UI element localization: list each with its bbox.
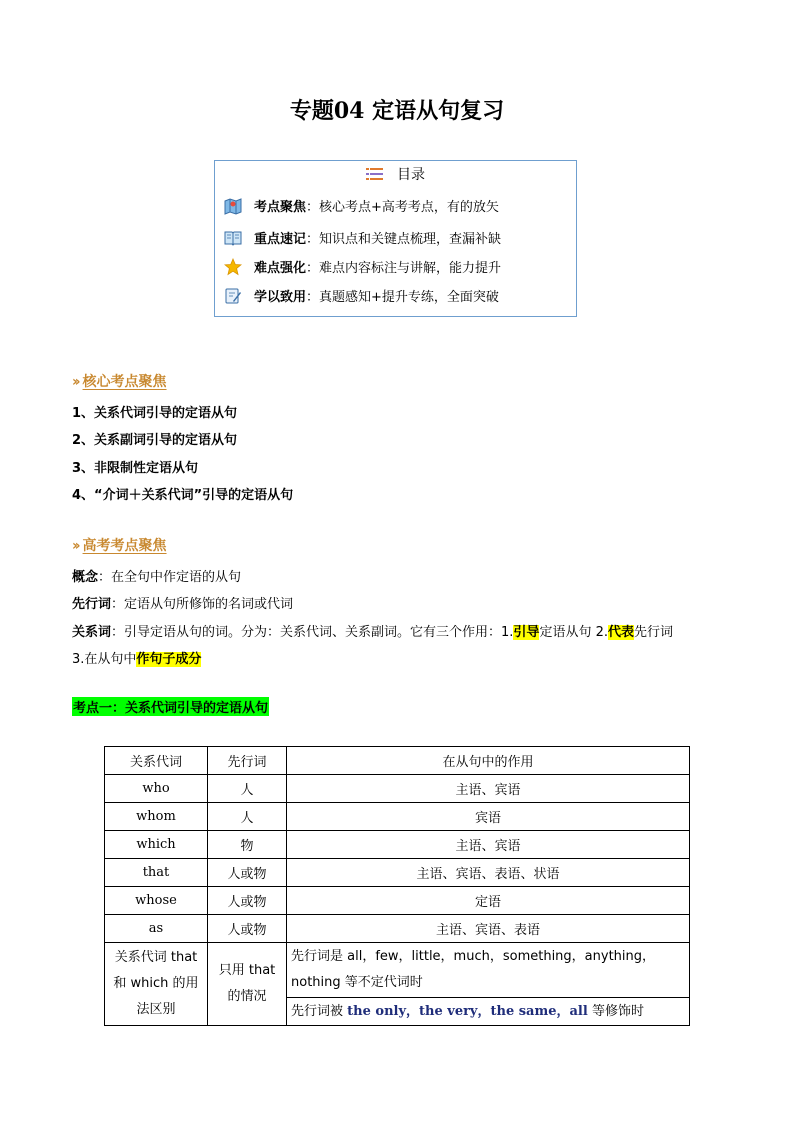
table-row: [105, 859, 690, 887]
table-cell: 只用 that 的情况: [208, 943, 287, 1026]
table-cell: 人: [208, 803, 287, 831]
core-item: 2、关系副词引导的定语从句: [72, 433, 238, 448]
table-cell: 主语、宾语、表语、状语: [287, 859, 690, 887]
highlight-text: 引导: [513, 625, 540, 640]
cell-text: 先行词被: [291, 1003, 348, 1019]
toc-item-label: 学以致用: [254, 290, 307, 305]
relative-text-4: 3.在从句中: [72, 652, 137, 667]
table-cell: whose: [105, 887, 208, 915]
toc-item-difficulty: [224, 257, 501, 276]
table-cell: 主语、宾语: [287, 831, 690, 859]
table-cell: as: [105, 915, 208, 943]
table-row: [105, 887, 690, 915]
toc-item-desc: ：核心考点+高考考点，有的放矢: [306, 200, 499, 215]
toc-box: [214, 160, 577, 317]
table-cell: whom: [105, 803, 208, 831]
table-header-row: [105, 747, 690, 775]
toc-item-label: 考点聚焦: [254, 200, 307, 215]
table-cell: 宾语: [287, 803, 690, 831]
toc-item-desc: ：知识点和关键点梳理，查漏补缺: [306, 232, 502, 247]
table-cell: [287, 998, 690, 1026]
table-cell: 主语、宾语: [287, 775, 690, 803]
edit-note-icon: [224, 287, 242, 305]
table-row-special: [105, 943, 690, 998]
toc-item-label: 难点强化: [254, 261, 307, 276]
table-header: 在从句中的作用: [287, 747, 690, 775]
table-header: 先行词: [208, 747, 287, 775]
table-cell: which: [105, 831, 208, 859]
toc-heading-label: 目录: [397, 167, 425, 183]
concept-line: [72, 566, 241, 585]
toc-item-practice: [224, 286, 499, 305]
antecedent-line: [72, 593, 293, 612]
table-cell: 人或物: [208, 915, 287, 943]
map-icon: [224, 197, 242, 215]
toc-item-desc: ：真题感知+提升专练，全面突破: [306, 290, 499, 305]
relative-text-2: 定语从句 2.: [539, 625, 608, 640]
table-cell: 物: [208, 831, 287, 859]
table-row: [105, 915, 690, 943]
table-cell: that: [105, 859, 208, 887]
double-chevron-icon: ››: [72, 374, 78, 390]
table-cell: 人或物: [208, 859, 287, 887]
section-heading-core: [72, 371, 167, 391]
cell-text: 等修饰时: [587, 1003, 644, 1019]
table-cell: 主语、宾语、表语: [287, 915, 690, 943]
toc-item-desc: ：难点内容标注与讲解，能力提升: [306, 261, 502, 276]
core-item: 1、关系代词引导的定语从句: [72, 406, 238, 421]
highlight-text: 作句子成分: [136, 652, 202, 667]
relative-text: ：引导定语从句的词。分为：关系代词、关系副词。它有三个作用：1.: [111, 625, 514, 640]
antecedent-text: ：定语从句所修饰的名词或代词: [111, 597, 294, 612]
cell-bold-text: the only，the very，the same，all: [347, 1003, 588, 1019]
relative-label: 关系词: [72, 625, 112, 640]
table-cell: 定语: [287, 887, 690, 915]
table-row: [105, 831, 690, 859]
relative-pronoun-table: [104, 746, 690, 1026]
kaodian-label: 考点一：关系代词引导的定语从句: [72, 697, 269, 716]
table-cell: who: [105, 775, 208, 803]
table-cell: 先行词是 all，few，little，much，something，anything，nothing 等不定代词时: [287, 943, 690, 998]
core-item: 3、非限制性定语从句: [72, 461, 199, 476]
star-icon: [224, 258, 242, 276]
highlight-text: 代表: [607, 625, 634, 640]
page-title: 专题04 定语从句复习: [289, 98, 505, 124]
toc-item-notes: [224, 228, 501, 247]
section-heading-gaokao: [72, 535, 167, 555]
table-row: [105, 803, 690, 831]
table-cell: 人: [208, 775, 287, 803]
section-heading-label: 高考考点聚焦: [82, 538, 167, 554]
table-row: [105, 775, 690, 803]
antecedent-label: 先行词: [72, 597, 112, 612]
list-icon: [366, 168, 383, 181]
table-cell: 关系代词 that 和 which 的用法区别: [105, 943, 208, 1026]
section-heading-label: 核心考点聚焦: [82, 374, 167, 390]
core-item: 4、“介词＋关系代词”引导的定语从句: [72, 488, 294, 503]
toc-heading: [215, 164, 576, 184]
relative-line-2: [72, 648, 201, 667]
double-chevron-icon: ››: [72, 538, 78, 554]
table-cell: 人或物: [208, 887, 287, 915]
concept-label: 概念: [72, 570, 99, 585]
book-icon: [224, 229, 242, 247]
concept-text: ：在全句中作定语的从句: [98, 570, 242, 585]
table-header: 关系代词: [105, 747, 208, 775]
relative-text-3: 先行词: [634, 625, 674, 640]
relative-line: [72, 621, 673, 640]
toc-item-label: 重点速记: [254, 232, 307, 247]
toc-item-focus: [224, 196, 499, 215]
